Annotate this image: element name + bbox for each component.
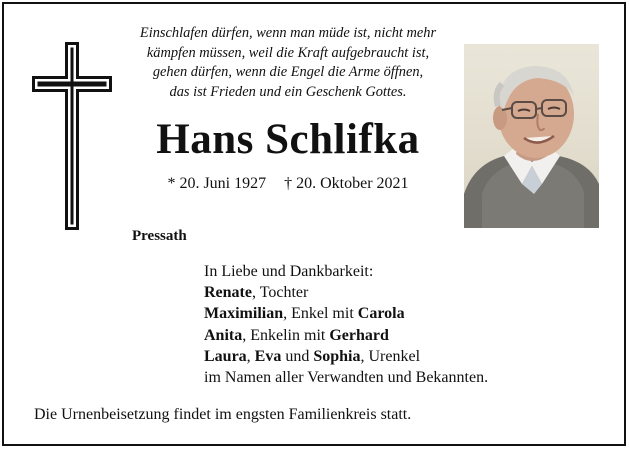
mourner-name: Carola xyxy=(357,305,405,323)
mourner-line xyxy=(204,303,488,324)
mourners-closing: im Namen aller Verwandten und Bekannten. xyxy=(204,369,489,387)
mourner-name: Maximilian xyxy=(204,305,284,323)
mourner-name: Anita xyxy=(204,326,243,344)
mourner-name: Renate xyxy=(204,284,252,302)
mourner-line xyxy=(204,346,488,367)
poem-line: kämpfen müssen, weil die Kraft aufgebraucht ist, xyxy=(146,44,430,61)
mourner-line xyxy=(204,282,488,303)
poem xyxy=(118,24,458,102)
mourner-name: Eva xyxy=(254,347,282,365)
death-date: † 20. Oktober 2021 xyxy=(284,175,409,192)
birth-date: * 20. Juni 1927 xyxy=(167,175,267,192)
mourner-line xyxy=(204,325,488,346)
mourner-relation: , Enkel mit xyxy=(283,305,358,323)
mourner-relation: , Enkelin mit xyxy=(242,326,330,344)
place-of-residence: Pressath xyxy=(132,228,187,244)
mourner-separator: und xyxy=(281,347,314,365)
portrait-photo xyxy=(464,44,599,228)
poem-line: das ist Frieden und ein Geschenk Gottes. xyxy=(169,83,407,100)
deceased-name: Hans Schlifka xyxy=(156,116,420,163)
cross-icon xyxy=(32,42,112,230)
mourner-name: Gerhard xyxy=(329,326,389,344)
portrait-illustration xyxy=(464,44,599,228)
funeral-note: Die Urnenbeisetzung findet im engsten Familienkreis statt. xyxy=(34,406,412,423)
mourner-relation: , Tochter xyxy=(251,284,309,302)
mourner-relation: , Urenkel xyxy=(360,347,421,365)
mourner-name: Laura xyxy=(204,347,247,365)
mourners-list xyxy=(204,261,488,388)
poem-line: Einschlafen dürfen, wenn man müde ist, nicht mehr xyxy=(139,25,437,41)
mourner-separator: , xyxy=(246,347,255,365)
mourners-intro: In Liebe und Dankbarkeit: xyxy=(204,263,374,280)
life-dates xyxy=(118,174,458,194)
mourner-name: Sophia xyxy=(313,347,361,365)
poem-line: gehen dürfen, wenn die Engel die Arme öffnen, xyxy=(152,64,424,80)
